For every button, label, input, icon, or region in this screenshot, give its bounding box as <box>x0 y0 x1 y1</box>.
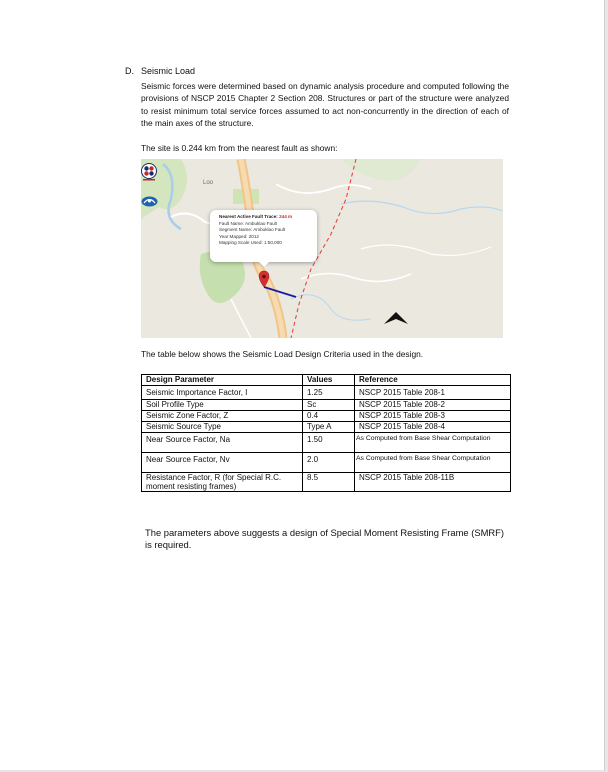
fault-map[interactable] <box>141 159 503 338</box>
table-row <box>142 422 511 433</box>
cell-reference: NSCP 2015 Table 208-1 <box>355 386 511 400</box>
popup-title: Nearest Active Fault Trace: <box>219 214 278 219</box>
popup-fault-name: Fault Name: Ambuklao Fault <box>219 220 277 226</box>
cell-parameter: Soil Profile Type <box>142 400 303 411</box>
cell-reference: As Computed from Base Shear Computation <box>355 433 511 453</box>
conclusion-text: The parameters above suggests a design of Special Moment Resisting Frame (SMRF) is required. <box>145 527 505 550</box>
popup-year-mapped: Year Mapped: 2012 <box>219 233 259 239</box>
seismic-criteria-table <box>141 374 511 492</box>
site-distance-text: The site is 0.244 km from the nearest fault as shown: <box>141 143 338 153</box>
cell-parameter: Seismic Source Type <box>142 422 303 433</box>
table-intro-text: The table below shows the Seismic Load Design Criteria used in the design. <box>141 349 424 359</box>
table-row <box>142 386 511 400</box>
table-header-row <box>142 375 511 386</box>
cell-reference: As Computed from Base Shear Computation <box>355 453 511 473</box>
table-row <box>142 473 511 492</box>
popup-segment-name: Segment Name: Ambuklao Fault <box>219 227 286 233</box>
table-row <box>142 400 511 411</box>
table-row <box>142 411 511 422</box>
header-design-parameter: Design Parameter <box>142 375 303 386</box>
cell-value: 1.25 <box>303 386 355 400</box>
cell-parameter: Seismic Zone Factor, Z <box>142 411 303 422</box>
popup-title-line <box>219 214 312 221</box>
popup-mapping-scale: Mapping Scale Used: 1:50,000 <box>219 240 282 246</box>
cell-parameter: Near Source Factor, Na <box>142 433 303 453</box>
cell-reference: NSCP 2015 Table 208-2 <box>355 400 511 411</box>
cell-parameter: Seismic Importance Factor, I <box>142 386 303 400</box>
cell-value: Sc <box>303 400 355 411</box>
cell-value: 0.4 <box>303 411 355 422</box>
header-values: Values <box>303 375 355 386</box>
cell-parameter: Near Source Factor, Nv <box>142 453 303 473</box>
cell-reference: NSCP 2015 Table 208-3 <box>355 411 511 422</box>
cell-parameter: Resistance Factor, R (for Special R.C. moment resisting frames) <box>142 473 303 492</box>
map-background <box>141 159 503 338</box>
section-title: Seismic Load <box>141 66 196 76</box>
cell-reference: NSCP 2015 Table 208-4 <box>355 422 511 433</box>
popup-distance: 244 m <box>279 214 293 219</box>
cell-value: 1.50 <box>303 433 355 453</box>
cell-value: Type A <box>303 422 355 433</box>
fault-info-popup[interactable] <box>210 210 317 262</box>
dost-logo <box>141 196 158 207</box>
popup-pointer <box>259 262 269 267</box>
phivolcs-logo <box>141 163 157 181</box>
map-place-label: Loo <box>203 180 214 186</box>
section-letter: D. <box>125 66 134 76</box>
table-row <box>142 453 511 473</box>
section-paragraph: Seismic forces were determined based on dynamic analysis procedure and computed following the provisions of NSCP 2015 Chapter 2 Section 208. Structures or part of the structure were analyzed to resist minimum total service forces assumed to act non-concurrently in the direction of each of the main axes of the structure. <box>141 81 509 128</box>
section-heading <box>125 66 195 76</box>
map-canvas <box>141 159 503 338</box>
cell-value: 2.0 <box>303 453 355 473</box>
header-reference: Reference <box>355 375 511 386</box>
table-row <box>142 433 511 453</box>
cell-reference: NSCP 2015 Table 208-11B <box>355 473 511 492</box>
cell-value: 8.5 <box>303 473 355 492</box>
